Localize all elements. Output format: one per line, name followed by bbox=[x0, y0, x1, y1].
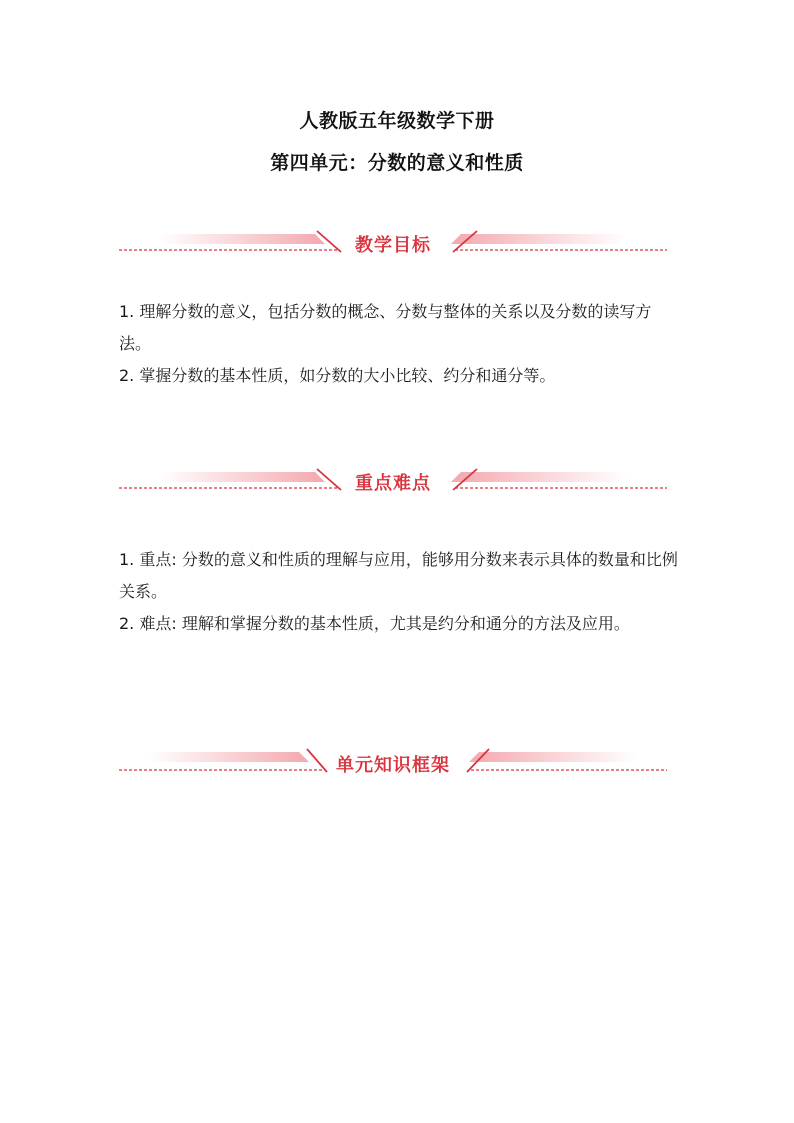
list-item: 2. 掌握分数的基本性质，如分数的大小比较、约分和通分等。 bbox=[119, 366, 556, 385]
document-subtitle: 第四单元：分数的意义和性质 bbox=[270, 152, 524, 174]
list-item: 1. 理解分数的意义，包括分数的概念、分数与整体的关系以及分数的读写方法。 bbox=[119, 302, 652, 353]
section-header-key-points bbox=[119, 466, 667, 500]
section-header-framework bbox=[119, 748, 667, 782]
section-body-objectives bbox=[119, 296, 679, 392]
list-item: 2. 难点: 理解和掌握分数的基本性质，尤其是约分和通分的方法及应用。 bbox=[119, 614, 630, 633]
section-heading: 教学目标 bbox=[355, 235, 431, 256]
list-item: 1. 重点: 分数的意义和性质的理解与应用，能够用分数来表示具体的数量和比例关系。 bbox=[119, 550, 678, 601]
section-heading: 单元知识框架 bbox=[336, 755, 450, 776]
section-body-key-points bbox=[119, 544, 679, 640]
document-title: 人教版五年级数学下册 bbox=[299, 110, 495, 132]
section-heading: 重点难点 bbox=[355, 473, 431, 494]
section-header-objectives bbox=[119, 228, 667, 262]
